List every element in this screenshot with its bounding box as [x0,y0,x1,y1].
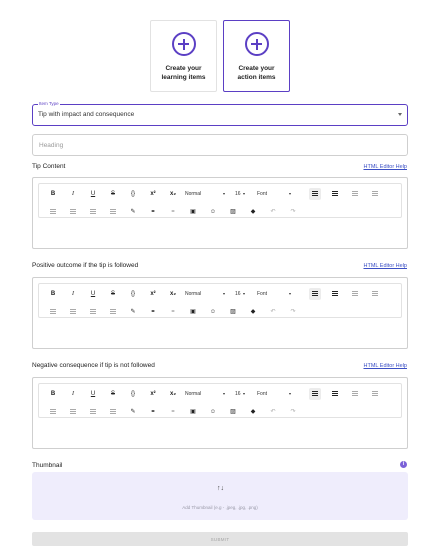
emoji-icon[interactable]: ☺ [209,209,217,215]
redo-icon[interactable]: ↷ [290,409,296,415]
align-justify-icon-glyph [110,209,116,214]
font-size-select-value: 16 [235,391,241,397]
editor-section-label: Tip Content [32,163,66,170]
font-family-select-value: Font [257,391,268,397]
code-button[interactable]: {} [130,391,135,397]
html-editor-help-link[interactable]: HTML Editor Help [363,363,407,369]
outdent-icon[interactable] [349,388,361,400]
numbered-list-icon-glyph [332,391,338,396]
image-icon[interactable]: ▨ [230,209,236,215]
chevron-down-icon [243,293,245,295]
text-color-icon[interactable]: ✎ [130,309,136,315]
superscript-button[interactable]: x² [150,391,156,397]
unlink-icon[interactable]: ⚭ [170,209,176,215]
rich-text-editor[interactable] [32,277,408,349]
chevron-down-icon [223,293,225,295]
chevron-down-icon [289,293,291,295]
align-justify-icon[interactable] [107,206,119,218]
eraser-icon[interactable]: ◆ [250,209,256,215]
align-right-icon-glyph [90,309,96,314]
font-family-select[interactable] [257,388,301,400]
undo-icon[interactable]: ↶ [270,309,276,315]
align-left-icon-glyph [50,309,56,314]
align-center-icon-glyph [70,209,76,214]
code-button[interactable]: {} [130,191,135,197]
subscript-button[interactable]: x₂ [169,191,176,197]
font-size-select-value: 16 [235,191,241,197]
numbered-list-icon-glyph [332,191,338,196]
chevron-down-icon [243,393,245,395]
heading-input[interactable] [32,134,408,156]
code-button[interactable]: {} [130,291,135,297]
font-size-select[interactable] [235,388,253,400]
chevron-down-icon [289,393,291,395]
action-items-card[interactable] [223,20,290,92]
bold-button[interactable]: B [50,291,56,297]
unlink-icon[interactable]: ⚭ [170,409,176,415]
undo-icon[interactable]: ↶ [270,209,276,215]
bullet-list-icon-glyph [312,391,318,396]
editor-toolbar [38,283,402,318]
superscript-button[interactable]: x² [150,191,156,197]
item-type-value: Tip with impact and consequence [38,111,135,118]
thumbnail-dropzone[interactable] [32,472,408,520]
image-icon[interactable]: ▨ [230,409,236,415]
font-size-select[interactable] [235,188,253,200]
align-center-icon-glyph [70,409,76,414]
add-circle-icon [245,32,269,56]
html-editor-help-link[interactable]: HTML Editor Help [363,263,407,269]
strikethrough-button[interactable]: S [110,391,115,397]
editor-section-label: Negative consequence if tip is not followed [32,362,155,369]
numbered-list-icon[interactable] [329,188,341,200]
indent-icon[interactable] [369,188,381,200]
media-icon[interactable]: ▣ [190,209,196,215]
align-right-icon-glyph [90,209,96,214]
media-icon[interactable]: ▣ [190,409,196,415]
numbered-list-icon-glyph [332,291,338,296]
font-size-select-value: 16 [235,291,241,297]
outdent-icon-glyph [352,191,358,196]
font-size-select[interactable] [235,288,253,300]
chevron-down-icon [223,193,225,195]
indent-icon-glyph [372,291,378,296]
font-family-select[interactable] [257,288,301,300]
block-format-select-value: Normal [185,391,202,397]
block-format-select[interactable] [185,288,229,300]
align-right-icon[interactable] [87,406,99,418]
outdent-icon-glyph [352,291,358,296]
outdent-icon[interactable] [349,188,361,200]
bullet-list-icon[interactable] [309,388,321,400]
editor-section-label: Positive outcome if the tip is followed [32,262,139,269]
eraser-icon[interactable]: ◆ [250,309,256,315]
bullet-list-icon[interactable] [309,288,321,300]
eraser-icon[interactable]: ◆ [250,409,256,415]
editor-toolbar [38,183,402,218]
align-justify-icon[interactable] [107,406,119,418]
item-type-legend: Item Type [39,101,59,106]
strikethrough-button[interactable]: S [110,191,115,197]
align-right-icon[interactable] [87,306,99,318]
align-center-icon[interactable] [67,206,79,218]
image-icon[interactable]: ▨ [230,309,236,315]
redo-icon[interactable]: ↷ [290,309,296,315]
info-icon[interactable]: i [400,461,407,468]
align-center-icon-glyph [70,309,76,314]
thumbnail-hint: Add Thumbnail (e.g - .jpeg, .jpg, .png) [182,505,258,510]
rich-text-editor[interactable] [32,377,408,449]
underline-button[interactable]: U [90,291,96,297]
upload-icon: ↑↓ [217,485,224,492]
card-label: Create your learning items [161,65,206,81]
text-color-icon[interactable]: ✎ [130,209,136,215]
emoji-icon[interactable]: ☺ [209,309,217,315]
align-center-icon[interactable] [67,306,79,318]
card-label: Create your action items [237,65,276,81]
subscript-button[interactable]: x₂ [169,391,176,397]
superscript-button[interactable]: x² [150,291,156,297]
block-format-select-value: Normal [185,191,202,197]
font-family-select-value: Font [257,191,268,197]
strikethrough-button[interactable]: S [110,291,115,297]
underline-button[interactable]: U [90,191,96,197]
italic-button[interactable]: I [72,391,74,397]
italic-button[interactable]: I [72,191,74,197]
bullet-list-icon[interactable] [309,188,321,200]
chevron-down-icon [223,393,225,395]
bold-button[interactable]: B [50,191,56,197]
indent-icon[interactable] [369,288,381,300]
bullet-list-icon-glyph [312,291,318,296]
media-icon[interactable]: ▣ [190,309,196,315]
outdent-icon-glyph [352,391,358,396]
underline-button[interactable]: U [90,391,96,397]
align-left-icon[interactable] [47,406,59,418]
indent-icon[interactable] [369,388,381,400]
text-color-icon[interactable]: ✎ [130,409,136,415]
font-family-select[interactable] [257,188,301,200]
font-family-select-value: Font [257,291,268,297]
indent-icon-glyph [372,191,378,196]
align-left-icon[interactable] [47,206,59,218]
submit-button[interactable]: SUBMIT [32,532,408,546]
learning-items-card[interactable] [150,20,217,92]
align-left-icon[interactable] [47,306,59,318]
redo-icon[interactable]: ↷ [290,209,296,215]
chevron-down-icon [398,113,402,116]
add-circle-icon [172,32,196,56]
indent-icon-glyph [372,391,378,396]
link-icon[interactable]: ⚭ [150,309,156,315]
unlink-icon[interactable]: ⚭ [170,309,176,315]
link-icon[interactable]: ⚭ [150,409,156,415]
align-right-icon-glyph [90,409,96,414]
emoji-icon[interactable]: ☺ [209,409,217,415]
undo-icon[interactable]: ↶ [270,409,276,415]
subscript-button[interactable]: x₂ [169,291,176,297]
thumbnail-label: Thumbnail [32,462,63,469]
editor-toolbar [38,383,402,418]
align-justify-icon-glyph [110,409,116,414]
block-format-select[interactable] [185,388,229,400]
chevron-down-icon [289,193,291,195]
bold-button[interactable]: B [50,391,56,397]
align-center-icon[interactable] [67,406,79,418]
outdent-icon[interactable] [349,288,361,300]
align-left-icon-glyph [50,409,56,414]
align-justify-icon-glyph [110,309,116,314]
block-format-select-value: Normal [185,291,202,297]
html-editor-help-link[interactable]: HTML Editor Help [363,164,407,170]
align-justify-icon[interactable] [107,306,119,318]
align-left-icon-glyph [50,209,56,214]
link-icon[interactable]: ⚭ [150,209,156,215]
bullet-list-icon-glyph [312,191,318,196]
block-format-select[interactable] [185,188,229,200]
align-right-icon[interactable] [87,206,99,218]
italic-button[interactable]: I [72,291,74,297]
numbered-list-icon[interactable] [329,388,341,400]
chevron-down-icon [243,193,245,195]
rich-text-editor[interactable] [32,177,408,249]
item-type-select[interactable] [32,101,408,126]
numbered-list-icon[interactable] [329,288,341,300]
